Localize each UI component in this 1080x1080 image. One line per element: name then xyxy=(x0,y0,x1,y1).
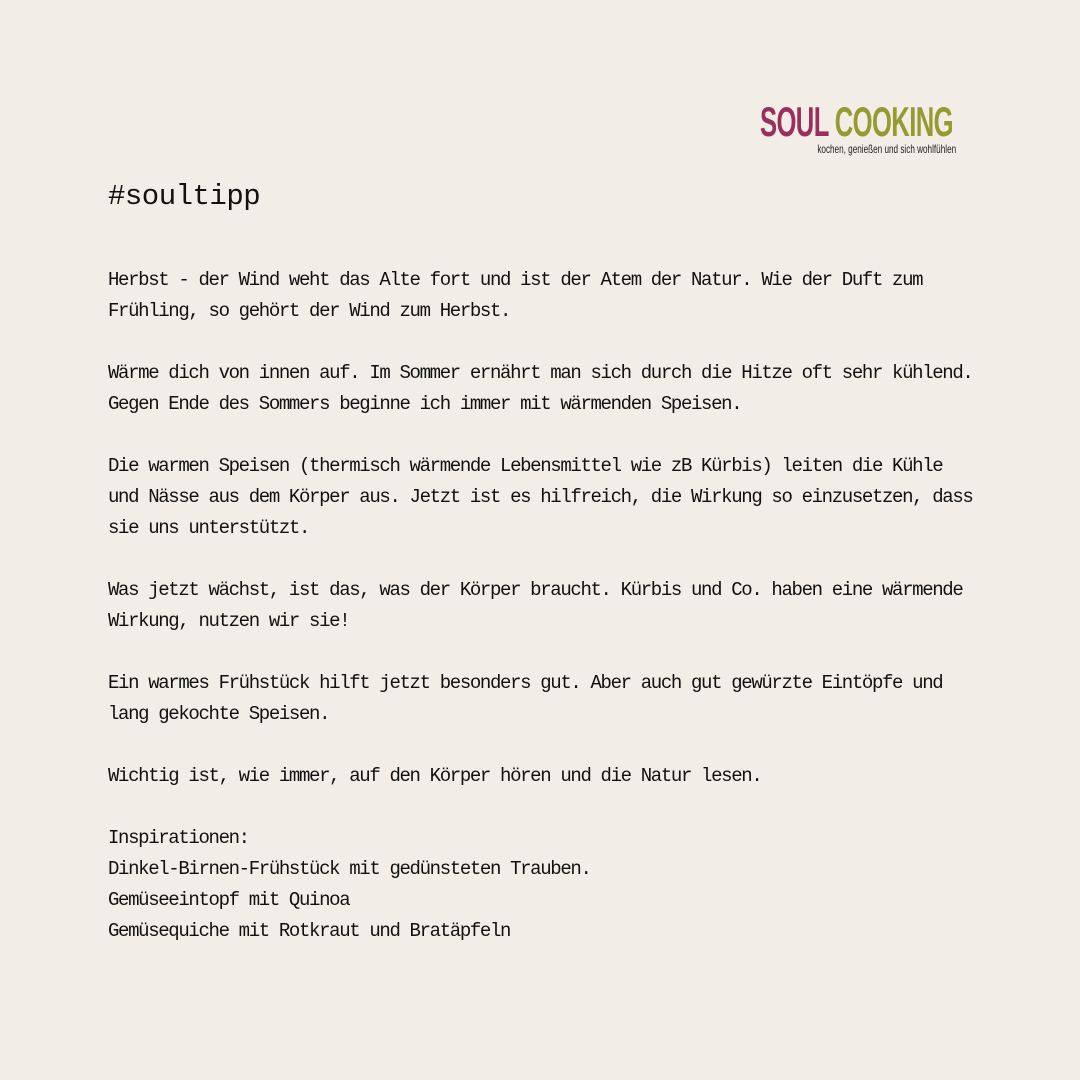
text-line: und Nässe aus dem Körper aus. Jetzt ist es hilfreich, die Wirkung so einzusetzen, dass xyxy=(108,486,973,508)
paragraph-autumn-wind xyxy=(108,265,988,327)
logo-tagline: kochen, genießen und sich wohlfühlen xyxy=(817,142,956,156)
logo-title xyxy=(760,98,953,145)
logo-word-soul: SOUL xyxy=(760,98,829,145)
text-line: Ein warmes Frühstück hilft jetzt besonders gut. Aber auch gut gewürzte Eintöpfe und xyxy=(108,672,943,694)
text-line: lang gekochte Speisen. xyxy=(108,703,330,725)
paragraph-inspirations xyxy=(108,823,988,947)
text-line: Wirkung, nutzen wir sie! xyxy=(108,610,350,632)
inspiration-item: Gemüseeintopf mit Quinoa xyxy=(108,889,350,911)
text-line: Was jetzt wächst, ist das, was der Körper braucht. Kürbis und Co. haben eine wärmende xyxy=(108,579,963,601)
soul-cooking-logo xyxy=(760,98,960,161)
text-line: Herbst - der Wind weht das Alte fort und ist der Atem der Natur. Wie der Duft zum xyxy=(108,269,923,291)
logo-word-cooking: COOKING xyxy=(834,98,953,145)
text-line: Gegen Ende des Sommers beginne ich immer mit wärmenden Speisen. xyxy=(108,393,742,415)
hashtag-title: #soultipp xyxy=(108,180,261,213)
paragraph-warm-up xyxy=(108,358,988,420)
inspiration-item: Dinkel-Birnen-Frühstück mit gedünsteten Trauben. xyxy=(108,858,591,880)
text-line: Frühling, so gehört der Wind zum Herbst. xyxy=(108,300,511,322)
text-line: Wichtig ist, wie immer, auf den Körper hören und die Natur lesen. xyxy=(108,765,762,787)
inspiration-item: Gemüsequiche mit Rotkraut und Bratäpfeln xyxy=(108,920,511,942)
paragraph-warm-dishes xyxy=(108,451,988,544)
paragraph-listen-to-body xyxy=(108,761,988,792)
paragraph-breakfast xyxy=(108,668,988,730)
text-line: Wärme dich von innen auf. Im Sommer ernährt man sich durch die Hitze oft sehr kühlend. xyxy=(108,362,973,384)
text-line: Die warmen Speisen (thermisch wärmende Lebensmittel wie zB Kürbis) leiten die Kühle xyxy=(108,455,943,477)
post-body xyxy=(108,265,988,978)
text-line: sie uns unterstützt. xyxy=(108,517,310,539)
paragraph-seasonal-food xyxy=(108,575,988,637)
inspirations-heading: Inspirationen: xyxy=(108,827,249,849)
